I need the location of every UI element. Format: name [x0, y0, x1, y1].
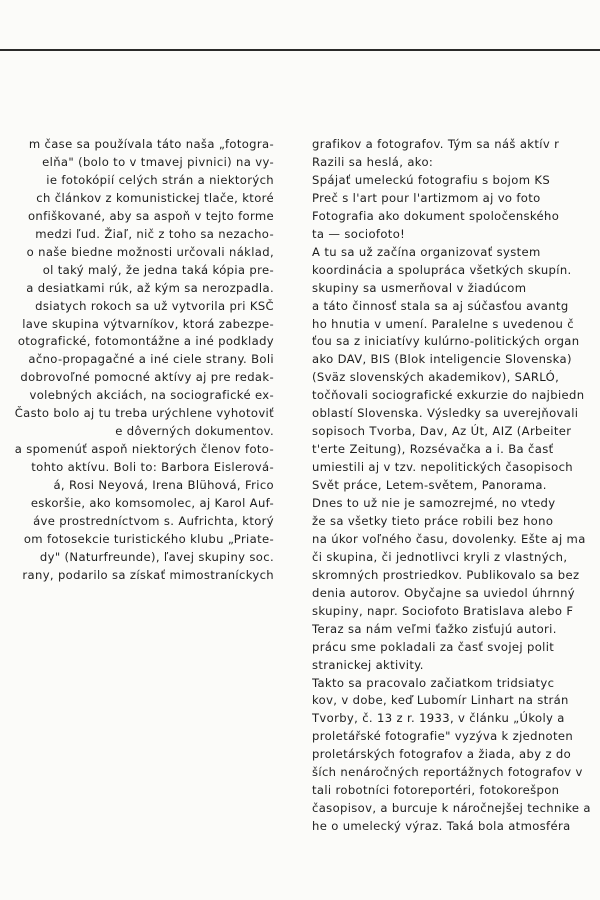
text-line: áve prostredníctvom s. Aufrichta, ktorý [33, 513, 274, 528]
text-line: koordinácia a spolupráca všetkých skupín. [312, 262, 572, 277]
text-line: Často bolo aj tu treba urýchlene vyhotoviť [14, 406, 274, 421]
text-line: dsiatych rokoch sa už vytvorila pri KSČ [35, 298, 274, 313]
text-line: že sa všetky tieto práce robili bez hono [312, 513, 554, 528]
text-line: (Sväz slovenských akademikov), SARLÓ, [312, 370, 560, 385]
text-line: ačno-propagačné a iné ciele strany. Boli [28, 352, 274, 367]
text-line: proletářské fotografie" vyzýva k zjednoten [312, 729, 574, 744]
text-line: dy" (Naturfreunde), ľavej skupiny soc. [39, 549, 274, 564]
text-line: ších nenáročných reportážnych fotografov v [312, 765, 583, 780]
text-line: ch článkov z komunistickej tlače, ktoré [36, 190, 274, 205]
text-line: ta — sociofoto! [312, 226, 406, 241]
text-line: o naše biedne možnosti určovali náklad, [26, 244, 274, 259]
text-line: denia autorov. Obyčajne sa uviedol úhrnný [312, 585, 576, 600]
text-line: Takto sa pracovalo začiatkom tridsiatyc [312, 675, 555, 690]
text-line: lave skupina výtvarníkov, ktorá zabezpe- [22, 316, 274, 331]
text-line: skromných prostriedkov. Publikovalo sa bez [312, 567, 580, 582]
text-line: Tvorby, č. 13 z r. 1933, v článku „Úkoly a [312, 711, 565, 726]
text-line: časopisov, a burcuje k náročnejšej technike a [312, 801, 591, 816]
text-line: ol taký malý, že jedna taká kópia pre- [42, 262, 274, 277]
text-line: tali robotníci fotoreportéri, fotokorešpon [312, 783, 560, 798]
text-line: onfiškované, aby sa aspoň v tejto forme [27, 208, 274, 223]
text-line: prácu sme pokladali za časť svojej polit [312, 639, 555, 654]
text-line: otografické, fotomontážne a iné podklady [17, 334, 274, 349]
text-line: Fotografia ako dokument spoločenského [312, 208, 560, 223]
text-line: tohto aktívu. Boli to: Barbora Eislerová- [31, 460, 274, 475]
text-line: eskoršie, ako komsomolec, aj Karol Auf- [30, 496, 274, 510]
text-line: a desiatkami rúk, až kým sa nerozpadla. [26, 280, 274, 295]
text-line: t'erte Zeitung), Rozsévačka a i. Ba časť [312, 442, 554, 457]
text-line: kov, v dobe, keď Lubomír Linhart na strán [312, 693, 569, 708]
text-line: točňovali sociografické exkurzie do najbiedn [312, 388, 585, 403]
text-line: skupiny sa usmerňoval v žiadúcom [312, 280, 527, 295]
text-line: proletárských fotografov a žiada, aby z do [312, 747, 572, 762]
text-line: a táto činnosť stala sa aj súčasťou avantg [312, 298, 569, 313]
top-horizontal-rule [0, 49, 600, 51]
text-line: Razili sa heslá, ako: [312, 154, 434, 169]
text-line: m čase sa používala táto naša „fotogra- [28, 137, 274, 151]
text-line: om fotosekcie turistického klubu „Priate- [23, 531, 274, 546]
text-line: A tu sa už začína organizovať system [312, 244, 541, 259]
text-line: á, Rosi Neyová, Irena Blühová, Frico [53, 478, 274, 493]
text-line: Spájať umeleckú fotografiu s bojom KS [312, 172, 551, 187]
text-line: elňa" (bolo to v tmavej pivnici) na vy- [42, 154, 274, 169]
text-line: he o umelecký výraz. Taká bola atmosféra [312, 819, 571, 834]
text-line: umiestili aj v tzv. nepolitických časopisoch [312, 460, 573, 475]
text-line: skupiny, napr. Sociofoto Bratislava alebo F [312, 603, 574, 618]
text-line: Dnes to už nie je samozrejmé, no vtedy [312, 496, 556, 510]
text-line: ie fotokópií celých strán a niektorých [46, 172, 274, 187]
text-line: a spomenúť aspoň niektorých členov foto- [14, 442, 274, 457]
text-line: ťou sa z iniciatívy kulúrno-politických organ [312, 334, 580, 349]
text-line: rany, podarilo sa získať mimostraníckych [22, 567, 274, 582]
text-line: či skupina, či jednotlivci kryli z vlastných, [312, 549, 568, 564]
text-line: medzi ľud. Žiaľ, nič z toho sa nezacho- [35, 226, 274, 241]
text-line: Svět práce, Letem-světem, Panorama. [312, 478, 547, 493]
text-line: stranickej aktivity. [312, 657, 424, 672]
text-line: Teraz sa nám veľmi ťažko zisťujú autori. [312, 621, 557, 636]
text-line: ho hnutia v umení. Paralelne s uvedenou č [312, 316, 574, 331]
text-line: oblastí Slovenska. Výsledky sa uverejňovali [312, 406, 579, 421]
text-line: na úkor voľného času, dovolenky. Ešte aj ma [312, 531, 586, 546]
text-line: grafikov a fotografov. Tým sa náš aktív r [312, 137, 560, 151]
text-line: volebných akciách, na sociografické ex- [29, 388, 274, 403]
text-line: sopisoch Tvorba, Dav, Az Út, AIZ (Arbeiter [312, 424, 572, 439]
text-line: dobrovoľné pomocné aktívy aj pre redak- [20, 370, 274, 385]
text-line: ako DAV, BIS (Blok inteligencie Slovenska) [312, 352, 572, 367]
text-line: e dôverných dokumentov. [115, 424, 274, 439]
text-line: Preč s l'art pour l'artizmom aj vo foto [312, 190, 541, 205]
